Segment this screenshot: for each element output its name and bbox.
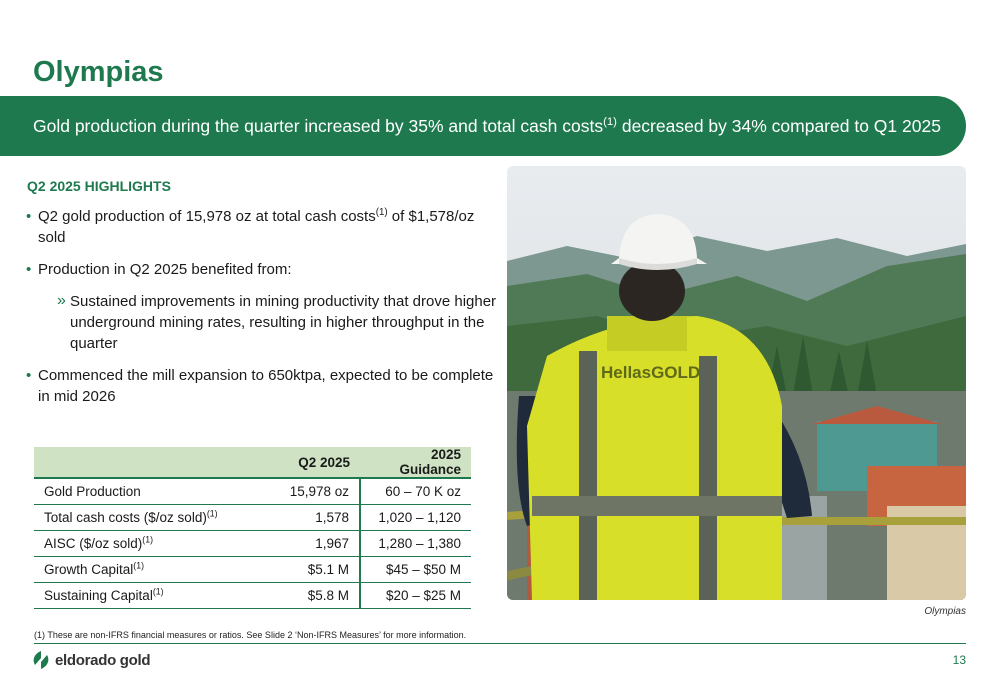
page-number: 13: [952, 653, 966, 667]
summary-banner: [0, 96, 966, 156]
table-header-row: [34, 447, 471, 478]
table-row: [34, 505, 471, 531]
row-q2-value: $5.1 M: [244, 557, 360, 583]
row-q2-value: 1,578: [244, 505, 360, 531]
chevron-right-icon: »: [57, 292, 66, 309]
company-logo: [32, 650, 150, 670]
highlight-item: • Production in Q2 2025 benefited from:: [26, 261, 292, 278]
table-header-q2: Q2 2025: [244, 447, 360, 478]
row-guidance-value: 1,280 – 1,380: [360, 531, 471, 557]
row-q2-value: $5.8 M: [244, 583, 360, 609]
row-guidance-value: $20 – $25 M: [360, 583, 471, 609]
table-row: [34, 557, 471, 583]
highlights-heading: Q2 2025 HIGHLIGHTS: [27, 178, 171, 194]
page-title: Olympias: [33, 56, 164, 88]
vest-logo-text: HellasGOLD: [601, 363, 701, 382]
table-row: [34, 583, 471, 609]
highlight-item: • Commenced the mill expansion to 650ktpa, expected to be complete in mid 2026: [26, 367, 494, 405]
logo-text: eldorado gold: [55, 651, 151, 669]
bullet-icon: •: [26, 208, 32, 225]
photo-caption: Olympias: [924, 606, 966, 617]
row-label: Gold Production: [34, 478, 244, 505]
table-header-blank: [34, 447, 244, 478]
footnote: (1) These are non-IFRS financial measures or ratios. See Slide 2 ‘Non-IFRS Measures’ for more information.: [34, 630, 467, 640]
highlight-subitem: » Sustained improvements in mining productivity that drove higher underground mining rates, resulting in higher throughput in the quarter: [57, 292, 497, 352]
row-label: Growth Capital$^{(1)}$: [34, 557, 244, 583]
row-label: Total cash costs ($/oz sold)$^{(1)}$: [34, 505, 244, 531]
table-row: [34, 478, 471, 505]
site-photo: [507, 166, 966, 600]
row-guidance-value: $45 – $50 M: [360, 557, 471, 583]
production-table: [34, 447, 471, 609]
table-row: [34, 531, 471, 557]
footer-divider: [34, 643, 966, 644]
row-q2-value: 1,967: [244, 531, 360, 557]
row-guidance-value: 60 – 70 K oz: [360, 478, 471, 505]
row-label: AISC ($/oz sold)$^{(1)}$: [34, 531, 244, 557]
bullet-icon: •: [26, 367, 32, 384]
row-label: Sustaining Capital$^{(1)}$: [34, 583, 244, 609]
highlight-item: • Q2 gold production of 15,978 oz at total cash costs$^{(1)}$ of $1,578/oz sold: [26, 207, 475, 246]
banner-text: Gold production during the quarter increased by 35% and total cash costs$^{(1)}$ decreased by 34% compared to Q1 2025: [33, 115, 941, 136]
bullet-icon: •: [26, 261, 32, 278]
row-guidance-value: 1,020 – 1,120: [360, 505, 471, 531]
highlights-list: [26, 206, 501, 418]
table-header-guidance: 2025 Guidance: [360, 447, 471, 478]
leaf-logo-icon: [32, 650, 50, 670]
row-q2-value: 15,978 oz: [244, 478, 360, 505]
